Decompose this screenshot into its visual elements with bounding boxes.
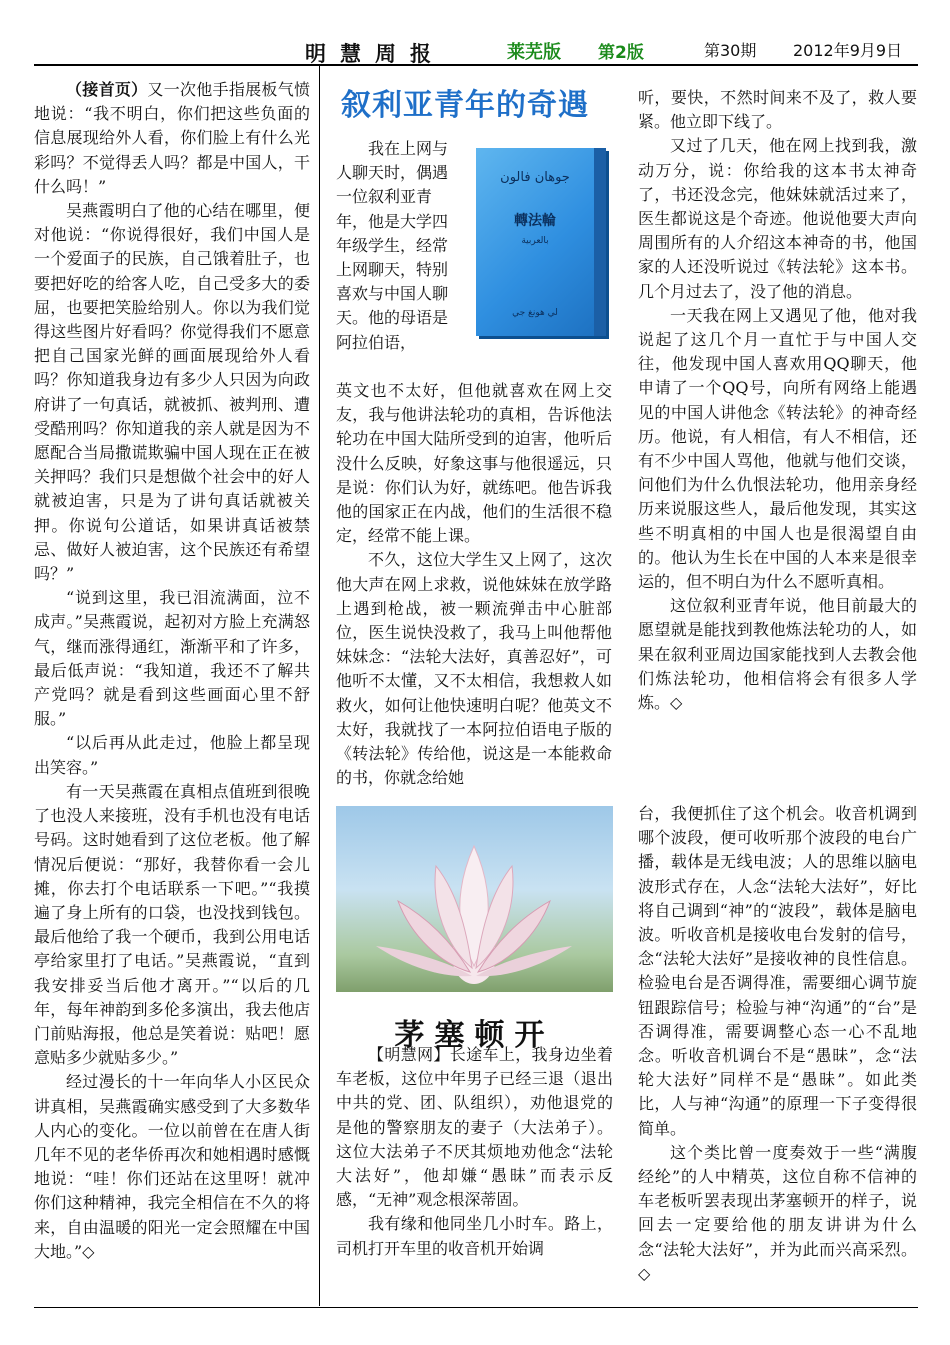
paragraph: 这位叙利亚青年说，他目前最大的愿望就是能找到教他炼法轮功的人，如果在叙利亚周边国家能找到人去教会他们炼法轮功，他相信将会有很多人学炼。◇ [638,596,917,713]
book-cover-image [476,148,606,336]
column-1 [34,78,310,1264]
paragraph: 吴燕霞明白了他的心结在哪里，便对他说：“你说得很好，我们中国人是一个爱面子的民族，自己饿着肚子，也要把好吃的给客人吃，自己受多大的委屈，也要把笑脸给别人。你以为我们觉得这些图片好看吗？你觉得我们不愿意把自己国家光鲜的画面展现给外人看吗？你知道我身边有多少人只因为向政府讲了一句真话，就被抓、被判刑、遭受酷刑吗？你知道我的亲人就是因为不愿配合当局撒谎欺骗中国人现在正在被关押吗？我们只是想做个社会中的好人就被迫害，只是为了讲句真话就被关押。你说句公道话，如果讲真话被禁忌、做好人被迫害，这个民族还有希望吗？” [34,201,310,584]
paragraph: 经过漫长的十一年向华人小区民众讲真相，吴燕霞确实感受到了大多数华人内心的变化。一位以前曾在在唐人街几年不见的老华侨再次和她相遇时感慨地说：“哇！你们还站在这里呀！就冲你们这种精神，我完全相信在不久的将来，自由温暖的阳光一定会照耀在中国大地。”◇ [34,1072,310,1261]
book-author: لي هونغ جي [512,308,558,318]
paragraph: （接首页）又一次他手指展板气愤地说：“我不明白，你们把这些负面的信息展现给外人看，你们脸上有什么光彩吗？不觉得丢人吗？都是中国人，干什么吗！” [34,80,310,196]
page-header [0,36,950,64]
issue-date: 2012年9月9日 [793,41,903,60]
masthead: 明慧周报 [305,41,445,66]
article-title: 叙利亚青年的奇遇 [341,88,589,123]
page-number: 第2版 [598,43,644,63]
continued-lead: （接首页） [66,80,148,99]
paragraph: “说到这里，我已泪流满面，泣不成声。”吴燕霞说，起初对方脸上充满怒气，继而涨得通红，渐渐平和了许多，最后低声说：“我知道，我还不了解共产党吗？就是看到这些画面心里不舒服。” [34,588,310,729]
paragraph: 我有缘和他同坐几小时车。路上，司机打开车里的收音机开始调 [336,1214,613,1258]
book-title-arabic: جوهان فالون [500,170,570,185]
lotus-flower-icon [336,806,613,992]
paragraph: 【明慧网】长途车上，我身边坐着车老板，这位中年男子已经三退（退出中共的党、团、队组织），劝他退党的是他的警察朋友的妻子（大法弟子）。这位大法弟子不厌其烦地劝他念“法轮大法好”，他却嫌“愚昧”而表示反感，“无神”观念根深蒂固。 [336,1045,613,1210]
paragraph: 又过了几天，他在网上找到我，激动万分，说：你给我的这本书太神奇了，书还没念完，他妹妹就活过来了，医生都说这是个奇迹。他说他要大声向周围所有的人介绍这本神奇的书，他国家的人还没听说过《转法轮》这本书。几个月过去了，没了他的消息。 [638,136,917,301]
paragraph: 这个类比曾一度奏效于一些“满腹经纶”的人中精英，这位自称不信神的车老板听罢表现出茅塞顿开的样子，说回去一定要给他的朋友讲讲为什么念“法轮大法好”，并为此而兴高采烈。◇ [638,1142,917,1283]
column-3-bottom [638,802,917,1286]
paragraph: 听，要快，不然时间来不及了，救人要紧。他立即下线了。 [638,88,917,132]
column-divider [319,66,320,1306]
paragraph: 有一天吴燕霞在真相点值班到很晚了也没人来接班，没有手机也没有电话号码。这时她看到了这位老板。他了解情况后便说：“那好，我替你看一会儿摊，你去打个电话联系一下吧。”“我摸遍了身上所有的口袋，也没找到钱包。最后他给了我一个硬币，我到公用电话亭给家里打了电话。”吴燕霞说，“直到我安排妥当后他才离开。”“以后的几年，每年神韵到多伦多演出，我去他店门前贴海报，他总是笑着说：贴吧！愿意贴多少就贴多少。” [34,781,310,1068]
paragraph: 英文也不太好，但他就喜欢在网上交友，我与他讲法轮功的真相，告诉他法轮功在中国大陆所受到的迫害，他听后没什么反映，好象这事与他很遥远，只是说：你们认为好，就练吧。他告诉我他的国家正在内战，他们的生活很不稳定，经常不能上课。 [336,381,612,546]
paragraph: “以后再从此走过，他脸上都呈现出笑容。” [34,733,310,777]
article-title: 茅塞顿开 [394,1018,555,1053]
book-title-chinese: 轉法輪 [514,213,556,229]
footer-rule [34,1307,918,1308]
paragraph: 一天我在网上又遇见了他，他对我说起了这几个月一直忙于与中国人交往，他发现中国人喜欢用QQ聊天，他申请了一个QQ号，向所有网络上能遇见的中国人讲他念《转法轮》的神奇经历。他说，有人相信，有人不相信，还有不少中国人骂他，他就与他们交谈，问他们为什么仇恨法轮功，他用亲身经历来说服这些人，最后他发现，其实这些不明真相的中国人也是很渴望自由的。他认为生长在中国的人本来是很幸运的，但不明白为什么不愿听真相。 [638,305,917,592]
book-spine [594,148,606,336]
issue-number: 第30期 [704,41,757,60]
paragraph: 台，我便抓住了这个机会。收音机调到哪个波段，便可收听那个波段的电台广播，载体是无线电波；人的思维以脑电波形式存在，人念“法轮大法好”，好比将自己调到“神”的“波段”，载体是脑电波。听收音机是接收电台发射的信号，念“法轮大法好”是接收神的良性信息。检验电台是否调得准，需要细心调节旋钮跟踪信号；检验与神“沟通”的“台”是否调得准，需要调整心态一心不乱地念。听收音机调台不是“愚昧”，念“法轮大法好”同样不是“愚昧”。如此类比，人与神“沟通”的原理一下子变得很简单。 [638,804,917,1138]
lotus-photo [336,806,613,992]
paragraph: 不久，这位大学生又上网了，这次他大声在网上求救，说他妹妹在放学路上遇到枪战，被一颗流弹击中心脏部位，医生说快没救了，我马上叫他帮他妹妹念：“法轮大法好，真善忍好”，可他听不太懂，又不太相信，我想救人如救火，如何让他快速明白呢？他英文不太好，我就找了一本阿拉伯语电子版的《转法轮》传给他，说这是一本能救命的书，你就念给她 [336,550,612,788]
article-body [336,379,612,790]
header-rule [34,64,918,66]
book-subtitle: بالعربية [521,236,549,246]
edition-label: 莱芜版 [507,42,561,63]
article-body [336,1043,613,1261]
column-3-top [638,86,917,715]
article-intro [336,137,448,355]
paragraph: 我在上网与人聊天时，偶遇一位叙利亚青年，他是大学四年级学生，经常上网聊天，特别喜欢与中国人聊天。他的母语是阿拉伯语， [336,139,449,352]
